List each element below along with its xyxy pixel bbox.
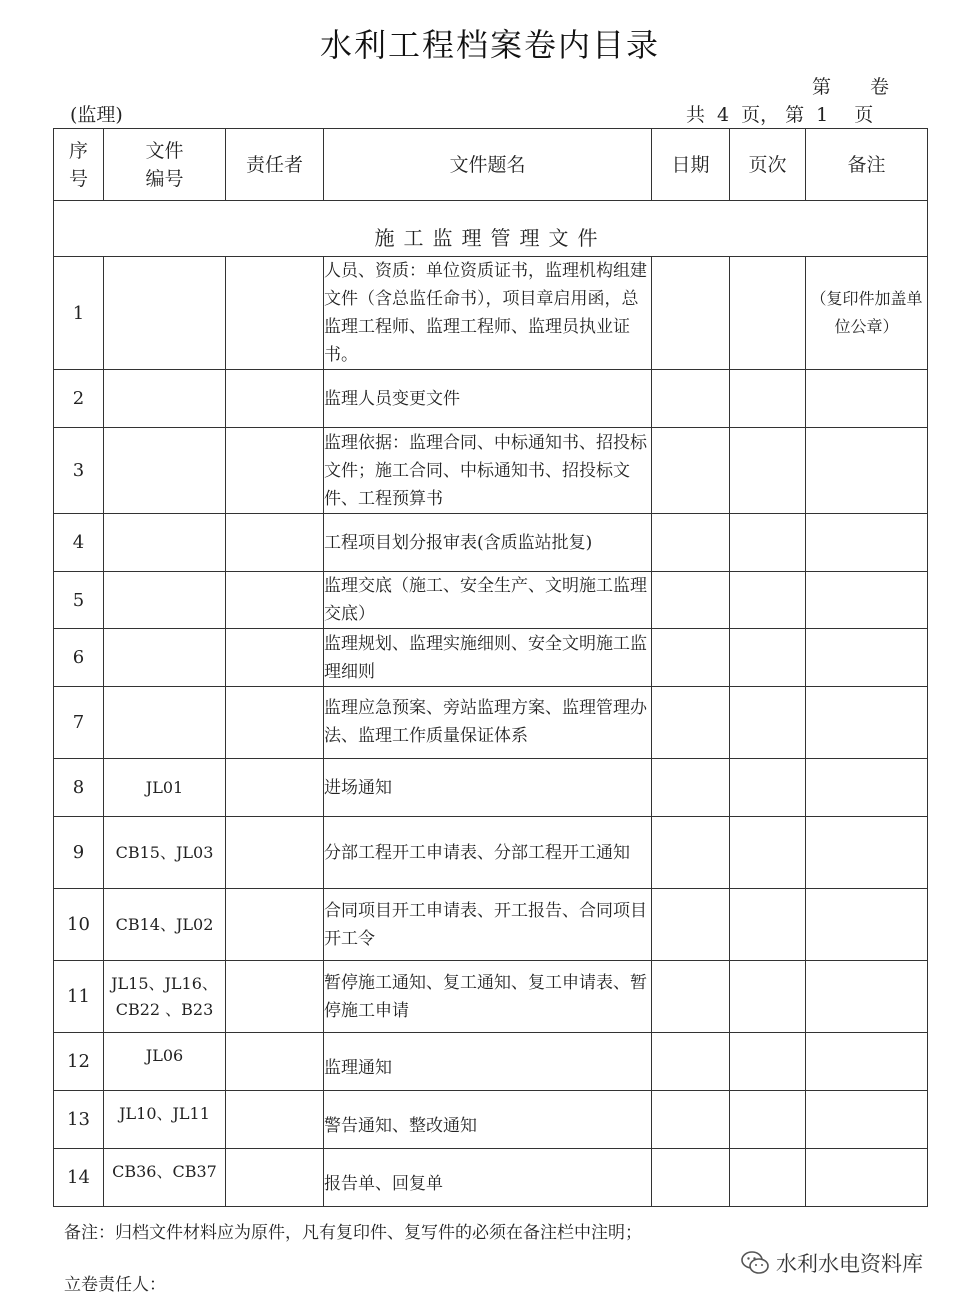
page-count-line	[686, 100, 873, 127]
row-remark	[806, 629, 928, 687]
row-date	[652, 257, 730, 370]
row-remark	[806, 889, 928, 961]
row-title: 工程项目划分报审表(含质监站批复)	[324, 514, 652, 572]
row-date	[652, 759, 730, 817]
row-title: 进场通知	[324, 759, 652, 817]
row-responsible	[226, 1033, 324, 1091]
current-prefix: 第	[785, 104, 805, 126]
row-date	[652, 572, 730, 629]
row-title: 监理交底（施工、安全生产、文明施工监理交底）	[324, 572, 652, 629]
row-no: 6	[54, 629, 104, 687]
row-title: 监理应急预案、旁站监理方案、监理管理办法、监理工作质量保证体系	[324, 687, 652, 759]
row-code: CB15、JL03	[104, 817, 226, 889]
total-suffix: 页，	[741, 104, 780, 126]
row-responsible	[226, 428, 324, 514]
row-responsible	[226, 817, 324, 889]
row-pages	[730, 889, 806, 961]
row-code: JL06	[104, 1033, 226, 1091]
total-pages: 4	[717, 104, 730, 126]
watermark-text: 水利水电资料库	[776, 1252, 923, 1276]
table-row	[54, 1091, 928, 1149]
section-title: 施工监理管理文件	[54, 201, 928, 257]
header-date: 日期	[652, 129, 730, 201]
row-no: 4	[54, 514, 104, 572]
row-responsible	[226, 629, 324, 687]
row-responsible	[226, 961, 324, 1033]
volume-prefix: 第	[812, 76, 833, 98]
table-row	[54, 257, 928, 370]
current-suffix: 页	[854, 104, 874, 126]
table-row	[54, 370, 928, 428]
row-remark	[806, 759, 928, 817]
row-remark	[806, 370, 928, 428]
row-code: JL10、JL11	[104, 1091, 226, 1149]
table-row	[54, 687, 928, 759]
row-remark	[806, 1149, 928, 1207]
row-date	[652, 817, 730, 889]
table-row	[54, 514, 928, 572]
row-remark	[806, 961, 928, 1033]
row-remark	[806, 1033, 928, 1091]
section-row	[54, 201, 928, 257]
row-responsible	[226, 1091, 324, 1149]
row-pages	[730, 1033, 806, 1091]
row-remark	[806, 514, 928, 572]
row-title: 暂停施工通知、复工通知、复工申请表、暂停施工申请	[324, 961, 652, 1033]
row-code	[104, 629, 226, 687]
page-title: 水利工程档案卷内目录	[319, 26, 660, 64]
row-responsible	[226, 572, 324, 629]
catalog-table	[53, 128, 928, 1207]
row-code	[104, 370, 226, 428]
row-date	[652, 1149, 730, 1207]
row-date	[652, 629, 730, 687]
table-row	[54, 1033, 928, 1091]
footnote: 备注：归档文件材料应为原件，凡有复印件、复写件的必须在备注栏中注明；	[64, 1223, 642, 1243]
row-no: 9	[54, 817, 104, 889]
table-row	[54, 572, 928, 629]
row-no: 13	[54, 1091, 104, 1149]
wechat-icon	[740, 1250, 770, 1276]
row-responsible	[226, 687, 324, 759]
row-no: 14	[54, 1149, 104, 1207]
row-pages	[730, 1091, 806, 1149]
row-responsible	[226, 1149, 324, 1207]
header-no: 序 号	[54, 129, 104, 201]
row-title: 报告单、回复单	[324, 1149, 652, 1207]
row-code	[104, 257, 226, 370]
row-remark	[806, 817, 928, 889]
current-page: 1	[816, 104, 829, 126]
row-code	[104, 428, 226, 514]
volume-line	[812, 72, 890, 99]
row-title: 监理人员变更文件	[324, 370, 652, 428]
row-code: JL01	[104, 759, 226, 817]
row-title: 警告通知、整改通知	[324, 1091, 652, 1149]
header-row	[54, 129, 928, 201]
unit-label: (监理)	[70, 104, 123, 126]
table-row	[54, 629, 928, 687]
row-title: 监理通知	[324, 1033, 652, 1091]
header-remark: 备注	[806, 129, 928, 201]
header-title: 文件题名	[324, 129, 652, 201]
row-title: 合同项目开工申请表、开工报告、合同项目开工令	[324, 889, 652, 961]
table-row	[54, 961, 928, 1033]
volume-suffix: 卷	[870, 76, 891, 98]
row-no: 10	[54, 889, 104, 961]
row-pages	[730, 817, 806, 889]
row-remark	[806, 1091, 928, 1149]
row-no: 2	[54, 370, 104, 428]
row-code	[104, 687, 226, 759]
row-title: 人员、资质：单位资质证书，监理机构组建文件（含总监任命书），项目章启用函，总监理工程师、监理工程师、监理员执业证书。	[324, 257, 652, 370]
row-remark	[806, 687, 928, 759]
row-no: 12	[54, 1033, 104, 1091]
total-prefix: 共	[686, 104, 706, 126]
signer-label: 立卷责任人：	[64, 1275, 166, 1295]
header-code: 文件 编号	[104, 129, 226, 201]
row-no: 5	[54, 572, 104, 629]
row-date	[652, 514, 730, 572]
row-responsible	[226, 759, 324, 817]
row-code: JL15、JL16、CB22 、B23	[104, 961, 226, 1033]
row-date	[652, 370, 730, 428]
row-title: 监理规划、监理实施细则、安全文明施工监理细则	[324, 629, 652, 687]
table-row	[54, 889, 928, 961]
row-pages	[730, 1149, 806, 1207]
row-pages	[730, 428, 806, 514]
header-responsible: 责任者	[226, 129, 324, 201]
row-title: 分部工程开工申请表、分部工程开工通知	[324, 817, 652, 889]
row-remark	[806, 428, 928, 514]
header-pages: 页次	[730, 129, 806, 201]
row-pages	[730, 759, 806, 817]
table-row	[54, 1149, 928, 1207]
row-code: CB14、JL02	[104, 889, 226, 961]
row-title: 监理依据：监理合同、中标通知书、招投标文件；施工合同、中标通知书、招投标文件、工程预算书	[324, 428, 652, 514]
row-pages	[730, 257, 806, 370]
row-pages	[730, 514, 806, 572]
table-row	[54, 428, 928, 514]
row-responsible	[226, 257, 324, 370]
row-pages	[730, 572, 806, 629]
row-no: 8	[54, 759, 104, 817]
row-date	[652, 428, 730, 514]
row-date	[652, 961, 730, 1033]
row-no: 1	[54, 257, 104, 370]
table-row	[54, 759, 928, 817]
row-date	[652, 687, 730, 759]
row-remark	[806, 572, 928, 629]
table-row	[54, 817, 928, 889]
row-no: 3	[54, 428, 104, 514]
row-pages	[730, 961, 806, 1033]
row-responsible	[226, 370, 324, 428]
row-pages	[730, 629, 806, 687]
row-pages	[730, 370, 806, 428]
watermark	[740, 1248, 923, 1278]
row-date	[652, 1033, 730, 1091]
row-responsible	[226, 889, 324, 961]
row-pages	[730, 687, 806, 759]
row-date	[652, 1091, 730, 1149]
row-code: CB36、CB37	[104, 1149, 226, 1207]
row-date	[652, 889, 730, 961]
row-no: 11	[54, 961, 104, 1033]
row-remark: （复印件加盖单位公章）	[806, 257, 928, 370]
row-responsible	[226, 514, 324, 572]
row-code	[104, 572, 226, 629]
row-no: 7	[54, 687, 104, 759]
row-code	[104, 514, 226, 572]
